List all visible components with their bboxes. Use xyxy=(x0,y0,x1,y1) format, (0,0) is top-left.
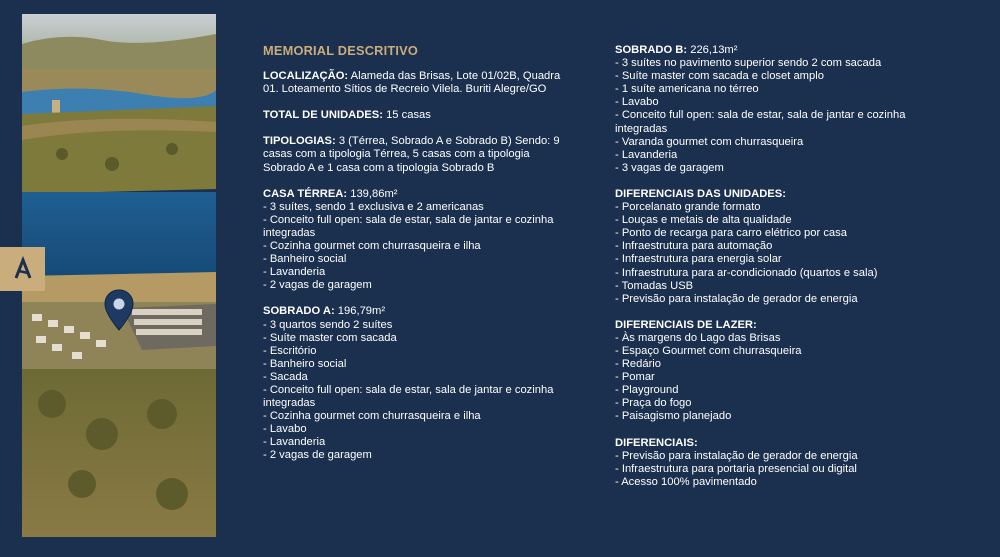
list-item: - Varanda gourmet com churrasqueira xyxy=(615,135,804,148)
list-item: - Cozinha gourmet com churrasqueira e ilha xyxy=(263,240,481,253)
list-item: - Escritório xyxy=(263,344,317,357)
list-item: - Lavabo xyxy=(615,96,659,109)
list-item: - Lavanderia xyxy=(263,266,326,279)
list-item: - Suíte master com sacada xyxy=(263,331,397,344)
list-item: - Redário xyxy=(615,358,662,371)
list-item: - Louças e metais de alta qualidade xyxy=(615,214,792,227)
casa-terrea-section xyxy=(263,188,563,293)
total-label: TOTAL DE UNIDADES: xyxy=(263,109,383,122)
diferenciais-lazer-label: DIFERENCIAIS DE LAZER: xyxy=(615,318,757,331)
casa-terrea-area: 139,86m² xyxy=(347,187,398,200)
sobrado-a-label: SOBRADO A: xyxy=(263,305,335,318)
list-item: - Lavanderia xyxy=(615,148,678,161)
diferenciais-lazer-section xyxy=(615,319,955,424)
list-item: - 3 suítes, sendo 1 exclusiva e 2 americanas xyxy=(263,200,484,213)
column-left xyxy=(263,44,563,476)
total-text: 15 casas xyxy=(382,109,431,122)
brand-logo-tab xyxy=(0,247,45,291)
list-item: - Lavabo xyxy=(263,423,307,436)
sobrado-b-label: SOBRADO B: xyxy=(615,44,688,56)
list-item: - 2 vagas de garagem xyxy=(263,449,372,462)
localizacao-text: Alameda das Brisas, Lote 01/02B, Quadra 01. Loteamento Sítios de Recreio Vilela. Buriti Alegre/GO xyxy=(263,70,561,96)
list-item: - Porcelanato grande formato xyxy=(615,201,761,214)
list-item: - Previsão para instalação de gerador de energia xyxy=(615,292,858,305)
list-item: - Infraestrutura para ar-condicionado (quartos e sala) xyxy=(615,266,878,279)
list-item: - Lavanderia xyxy=(263,436,326,449)
list-item: - Banheiro social xyxy=(263,253,347,266)
sobrado-a-section xyxy=(263,305,563,462)
localizacao-label: LOCALIZAÇÃO: xyxy=(263,70,349,83)
diferenciais-unidades-label: DIFERENCIAIS DAS UNIDADES: xyxy=(615,187,786,200)
list-item: - Ponto de recarga para carro elétrico por casa xyxy=(615,227,847,240)
aerial-photo xyxy=(22,14,216,537)
sobrado-b-area: 226,13m² xyxy=(687,44,738,56)
list-item: - Infraestrutura para portaria presencial ou digital xyxy=(615,462,857,475)
list-item: - Suíte master com sacada e closet amplo xyxy=(615,70,824,83)
diferenciais-section xyxy=(615,437,955,489)
list-item: - Tomadas USB xyxy=(615,279,694,292)
list-item: - 1 suíte americana no térreo xyxy=(615,83,759,96)
list-item: - Playground xyxy=(615,384,679,397)
list-item: - Cozinha gourmet com churrasqueira e ilha xyxy=(263,410,481,423)
diferenciais-unidades-section xyxy=(615,188,955,306)
location-pin-icon xyxy=(104,289,134,331)
list-item: - 3 vagas de garagem xyxy=(615,161,724,174)
list-item: - Infraestrutura para energia solar xyxy=(615,253,782,266)
list-item: - 3 quartos sendo 2 suítes xyxy=(263,318,393,331)
list-item: - Infraestrutura para automação xyxy=(615,240,773,253)
diferenciais-label: DIFERENCIAIS: xyxy=(615,436,698,449)
column-right xyxy=(615,44,955,502)
list-item: - Conceito full open: sala de estar, sala de jantar e cozinha integradas xyxy=(263,213,554,239)
list-item: - Sacada xyxy=(263,370,308,383)
page-title: MEMORIAL DESCRITIVO xyxy=(263,43,419,58)
list-item: - Conceito full open: sala de estar, sala de jantar e cozinha integradas xyxy=(263,383,554,410)
list-item: - Banheiro social xyxy=(263,357,347,370)
tipologias-text: 3 (Térrea, Sobrado A e Sobrado B) Sendo: 9 casas com a tipologia Térrea, 5 casas com a tipologia Sobrado A e 1 casa com a tipologia Sobrado B xyxy=(263,135,560,174)
list-item: - Espaço Gourmet com churrasqueira xyxy=(615,344,802,357)
list-item: - 3 suítes no pavimento superior sendo 2 com sacada xyxy=(615,57,882,70)
list-item: - Acesso 100% pavimentado xyxy=(615,475,757,488)
total-section xyxy=(263,109,563,122)
list-item: - Às margens do Lago das Brisas xyxy=(615,331,781,344)
list-item: - Previsão para instalação de gerador de energia xyxy=(615,449,858,462)
tipologias-section xyxy=(263,135,563,174)
brand-logo-icon xyxy=(10,256,36,282)
list-item: - Paisagismo planejado xyxy=(615,410,732,423)
sobrado-a-area: 196,79m² xyxy=(334,305,386,318)
list-item: - 2 vagas de garagem xyxy=(263,279,372,292)
list-item: - Pomar xyxy=(615,371,655,384)
localizacao-section xyxy=(263,70,563,96)
casa-terrea-label: CASA TÉRREA: xyxy=(263,187,348,200)
sobrado-b-section xyxy=(615,44,955,175)
tipologias-label: TIPOLOGIAS: xyxy=(263,135,336,148)
list-item: - Praça do fogo xyxy=(615,397,692,410)
list-item: - Conceito full open: sala de estar, sala de jantar e cozinha integradas xyxy=(615,109,906,135)
